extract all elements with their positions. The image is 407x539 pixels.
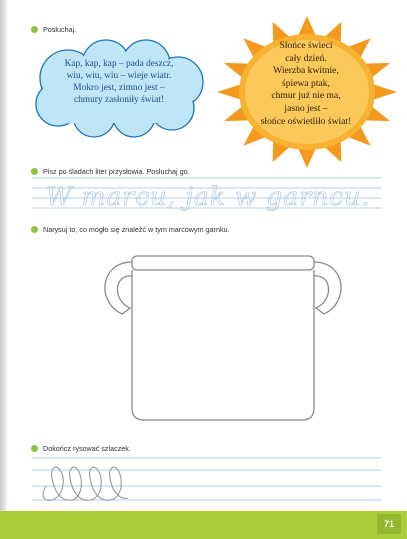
task-bullet <box>31 26 38 33</box>
sun-poem-line: śpiewa ptak, <box>282 77 330 89</box>
sun-poem-line: jasno jest – <box>284 102 328 114</box>
pot-outline-drawing-area[interactable] <box>92 252 352 424</box>
cloud-poem <box>44 58 194 106</box>
cloud-poem-line: wiu, wiu, wiu – wieje wiatr. <box>66 71 172 81</box>
proverb-trace-text: W marcu, jak w garncu. <box>46 182 371 211</box>
sun-poem-line: Słońce świeci <box>279 40 333 51</box>
task-bullet <box>31 226 38 233</box>
sun-poem-line: chmur już nie ma, <box>271 90 341 102</box>
sun-poem <box>226 40 386 128</box>
sun-poem-line: cały dzień. <box>285 52 327 64</box>
page-footer-bar <box>0 511 407 539</box>
page-number: 71 <box>377 514 401 534</box>
sun-poem-line: Wierzba kwitnie, <box>273 65 339 77</box>
task-bullet <box>31 445 38 452</box>
cloud-poem-line: Kap, kap, kap – pada deszcz, <box>64 59 174 69</box>
task-bullet <box>31 168 38 175</box>
cloud-poem-line: Mokro jest, zimno jest – <box>73 83 165 93</box>
sun-poem-line: słońce oświetliło świat! <box>260 115 352 127</box>
task-4-instruction: Dokończ rysować szlaczek. <box>43 444 131 453</box>
task-2-instruction: Pisz po śladach liter przysłowia. Posłuchaj go. <box>43 167 190 176</box>
pattern-lines <box>32 456 382 504</box>
task-1-instruction: Posłuchaj. <box>43 25 77 34</box>
cloud-poem-line: chmury zasłoniły świat! <box>73 95 165 105</box>
book-spine-shadow <box>0 0 7 539</box>
task-3-instruction: Narysuj to, co mogło się znaleźć w tym marcowym garnku. <box>43 225 230 234</box>
